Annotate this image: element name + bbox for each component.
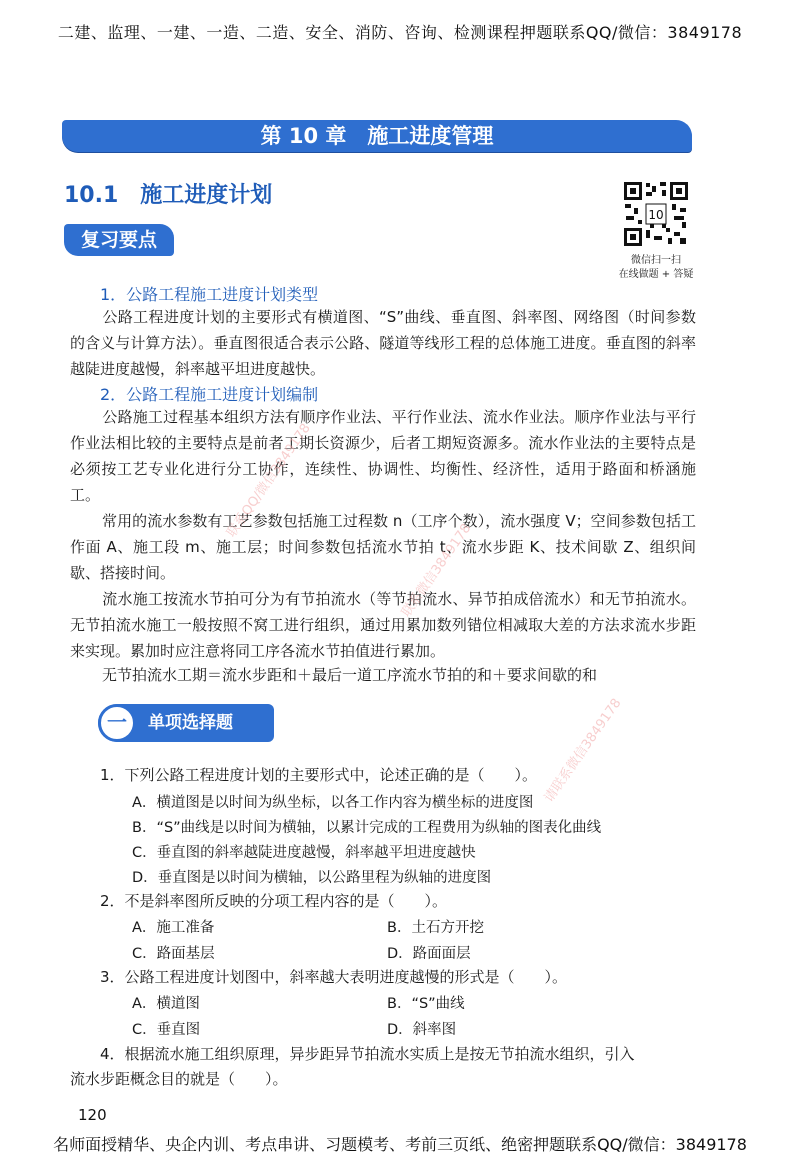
subsection-heading-2: 2．公路工程施工进度计划编制	[100, 385, 319, 404]
watermark: 联系微信3849178	[398, 521, 475, 620]
question-3-option-a[interactable]: A．横道图	[132, 996, 200, 1012]
question-1-option-d[interactable]: D．垂直图是以时间为横轴，以公路里程为纵轴的进度图	[132, 870, 492, 886]
question-4-stem-line2: 流水步距概念目的就是（ ）。	[70, 1070, 288, 1088]
question-3-stem: 3．公路工程进度计划图中，斜率越大表明进度越慢的形式是（ ）。	[100, 968, 568, 986]
question-3-option-d[interactable]: D．斜率图	[387, 1022, 457, 1038]
formula-line: 无节拍流水工期＝流水步距和＋最后一道工序流水节拍的和＋要求间歇的和	[102, 666, 598, 684]
paragraph: 流水施工按流水节拍可分为有节拍流水（等节拍流水、异节拍成倍流水）和无节拍流水。无节拍流水施工一般按照不窝工进行组织，通过用累加数列错位相减取大差的方法求流水步距来实现。累加时应注意将同工序各流水节拍值进行累加。	[70, 590, 696, 660]
question-1-stem: 1．下列公路工程进度计划的主要形式中，论述正确的是（ ）。	[100, 766, 538, 784]
question-3-option-b[interactable]: B．“S”曲线	[387, 996, 465, 1012]
question-4-stem-line1: 4．根据流水施工组织原理，异步距异节拍流水实质上是按无节拍流水组织，引入	[100, 1045, 635, 1063]
footer-banner: 名师面授精华、央企内训、考点串讲、习题模考、考前三页纸、绝密押题联系QQ/微信：3849178	[53, 1135, 747, 1154]
question-2-stem: 2．不是斜率图所反映的分项工程内容的是（ ）。	[100, 892, 448, 910]
question-1-option-a[interactable]: A．横道图是以时间为纵坐标，以各工作内容为横坐标的进度图	[132, 795, 534, 811]
qr-code-icon[interactable]	[622, 180, 690, 248]
paragraph: 常用的流水参数有工艺参数包括施工过程数 n（工序个数），流水强度 V；空间参数包括工作面 A、施工段 m、施工层；时间参数包括流水节拍 t、流水步距 K、技术间歇 Z、组织间歇、搭接时间。	[70, 512, 696, 582]
qr-caption-2: 在线做题 + 答疑	[618, 269, 694, 280]
question-2-option-b[interactable]: B．土石方开挖	[387, 920, 484, 936]
question-2-option-c[interactable]: C．路面基层	[132, 946, 215, 962]
subsection-heading-1: 1．公路工程施工进度计划类型	[100, 285, 319, 304]
qr-center-label: 10	[648, 208, 664, 222]
question-2-option-d[interactable]: D．路面面层	[387, 946, 471, 962]
question-3-option-c[interactable]: C．垂直图	[132, 1022, 201, 1038]
question-1-option-c[interactable]: C．垂直图的斜率越陡进度越慢，斜率越平坦进度越快	[132, 845, 476, 861]
paragraph: 公路施工过程基本组织方法有顺序作业法、平行作业法、流水作业法。顺序作业法与平行作业法相比较的主要特点是前者工期长资源少，后者工期短资源多。流水作业法的主要特点是必须按工艺专业化进行分工协作，连续性、协调性、均衡性、经济性，适用于路面和桥涵施工。	[70, 408, 696, 504]
question-2-option-a[interactable]: A．施工准备	[132, 920, 215, 936]
watermark: 联系QQ/微信3849178	[224, 421, 314, 541]
paragraph: 公路工程进度计划的主要形式有横道图、“S”曲线、垂直图、斜率图、网络图（时间参数的含义与计算方法）。垂直图很适合表示公路、隧道等线形工程的总体施工进度。垂直图的斜率越陡进度越慢，斜率越平坦进度越快。	[70, 308, 696, 378]
header-banner: 二建、监理、一建、一造、二造、安全、消防、咨询、检测课程押题联系QQ/微信：3849178	[57, 23, 743, 42]
mc-section-number: 一	[98, 704, 136, 742]
chapter-title: 第 10 章 施工进度管理	[260, 124, 494, 148]
review-points-tag: 复习要点	[64, 224, 174, 256]
question-1-option-b[interactable]: B．“S”曲线是以时间为横轴，以累计完成的工程费用为纵轴的图表化曲线	[132, 820, 602, 836]
section-title: 10.1 施工进度计划	[64, 183, 273, 208]
watermark: 请联系微信3849178	[541, 696, 625, 806]
qr-caption-1: 微信扫一扫	[631, 255, 681, 266]
mc-section-label: 单项选择题	[148, 713, 233, 733]
page-number: 120	[78, 1106, 107, 1124]
